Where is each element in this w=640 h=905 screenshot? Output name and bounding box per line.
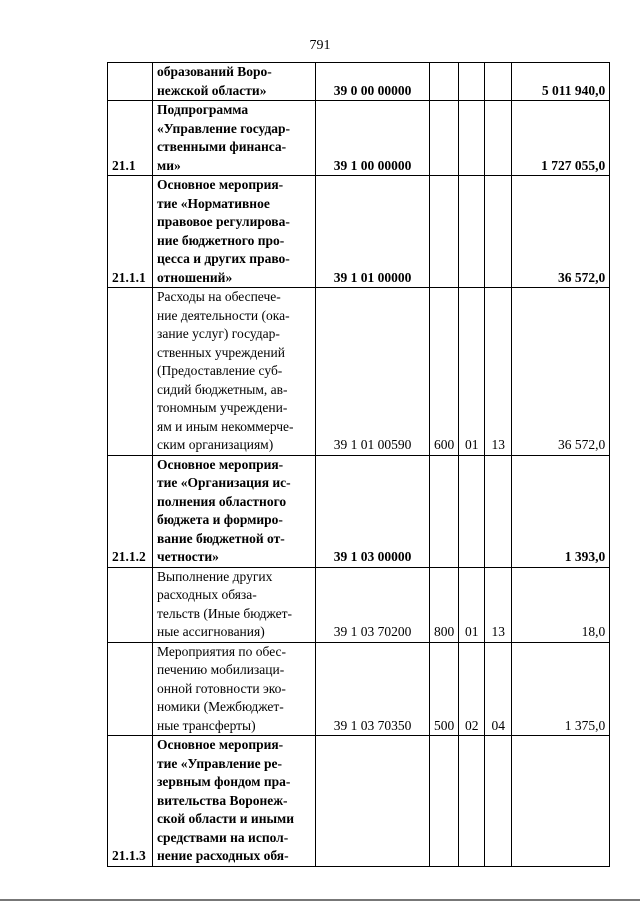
target-code-cell: 39 1 03 70200 (316, 567, 430, 642)
amount-cell: 1 393,0 (512, 455, 610, 567)
expense-type-cell (430, 455, 459, 567)
section-cell: 01 (459, 288, 485, 456)
amount-cell (512, 736, 610, 867)
row-number-cell: 21.1.1 (108, 176, 153, 288)
table-row (108, 567, 610, 642)
subsection-cell: 13 (485, 288, 512, 456)
amount-cell: 18,0 (512, 567, 610, 642)
row-number-cell (108, 63, 153, 101)
table-row (108, 736, 610, 867)
expense-type-cell (430, 736, 459, 867)
table-row (108, 63, 610, 101)
item-name-cell: образований Воро- нежской области» (153, 63, 316, 101)
item-name-cell: Подпрограмма «Управление государ- ственными финанса- ми» (153, 101, 316, 176)
item-name-cell: Выполнение других расходных обяза- тельств (Иные бюджет- ные ассигнования) (153, 567, 316, 642)
expense-type-cell (430, 101, 459, 176)
section-cell (459, 736, 485, 867)
expense-type-cell (430, 63, 459, 101)
target-code-cell (316, 736, 430, 867)
target-code-cell: 39 0 00 00000 (316, 63, 430, 101)
expense-type-cell: 600 (430, 288, 459, 456)
subsection-cell (485, 736, 512, 867)
subsection-cell: 13 (485, 567, 512, 642)
table-row (108, 288, 610, 456)
subsection-cell (485, 63, 512, 101)
section-cell: 02 (459, 642, 485, 736)
row-number-cell (108, 288, 153, 456)
section-cell: 01 (459, 567, 485, 642)
item-name-cell: Основное мероприя- тие «Управление ре- зервным фондом пра- вительства Воронеж- ской области и иными средствами на испол- нение расходных обя- (153, 736, 316, 867)
target-code-cell: 39 1 03 00000 (316, 455, 430, 567)
table-row (108, 455, 610, 567)
section-cell (459, 455, 485, 567)
budget-table (107, 62, 610, 867)
row-number-cell: 21.1 (108, 101, 153, 176)
subsection-cell (485, 455, 512, 567)
row-number-cell: 21.1.2 (108, 455, 153, 567)
subsection-cell (485, 176, 512, 288)
amount-cell: 1 375,0 (512, 642, 610, 736)
amount-cell: 36 572,0 (512, 176, 610, 288)
amount-cell: 1 727 055,0 (512, 101, 610, 176)
target-code-cell: 39 1 03 70350 (316, 642, 430, 736)
table-row (108, 176, 610, 288)
amount-cell: 36 572,0 (512, 288, 610, 456)
table-row (108, 642, 610, 736)
target-code-cell: 39 1 01 00590 (316, 288, 430, 456)
table-row (108, 101, 610, 176)
item-name-cell: Основное мероприя- тие «Организация ис- полнения областного бюджета и формиро- вание бюджетной от- четности» (153, 455, 316, 567)
page-bottom-rule (0, 899, 640, 901)
section-cell (459, 63, 485, 101)
page-number: 791 (309, 38, 331, 53)
subsection-cell (485, 101, 512, 176)
section-cell (459, 176, 485, 288)
expense-type-cell: 500 (430, 642, 459, 736)
target-code-cell: 39 1 00 00000 (316, 101, 430, 176)
expense-type-cell: 800 (430, 567, 459, 642)
target-code-cell: 39 1 01 00000 (316, 176, 430, 288)
amount-cell: 5 011 940,0 (512, 63, 610, 101)
row-number-cell (108, 642, 153, 736)
subsection-cell: 04 (485, 642, 512, 736)
section-cell (459, 101, 485, 176)
item-name-cell: Мероприятия по обес- печению мобилизаци- онной готовности эко- номики (Межбюджет- ные трансферты) (153, 642, 316, 736)
item-name-cell: Основное мероприя- тие «Нормативное правовое регулирова- ние бюджетного про- цесса и других право- отношений» (153, 176, 316, 288)
expense-type-cell (430, 176, 459, 288)
row-number-cell (108, 567, 153, 642)
item-name-cell: Расходы на обеспече- ние деятельности (ока- зание услуг) государ- ственных учреждений (Предоставление суб- сидий бюджетным, ав- тономным учреждени- ям и иным некоммерче- ским организациям) (153, 288, 316, 456)
row-number-cell: 21.1.3 (108, 736, 153, 867)
